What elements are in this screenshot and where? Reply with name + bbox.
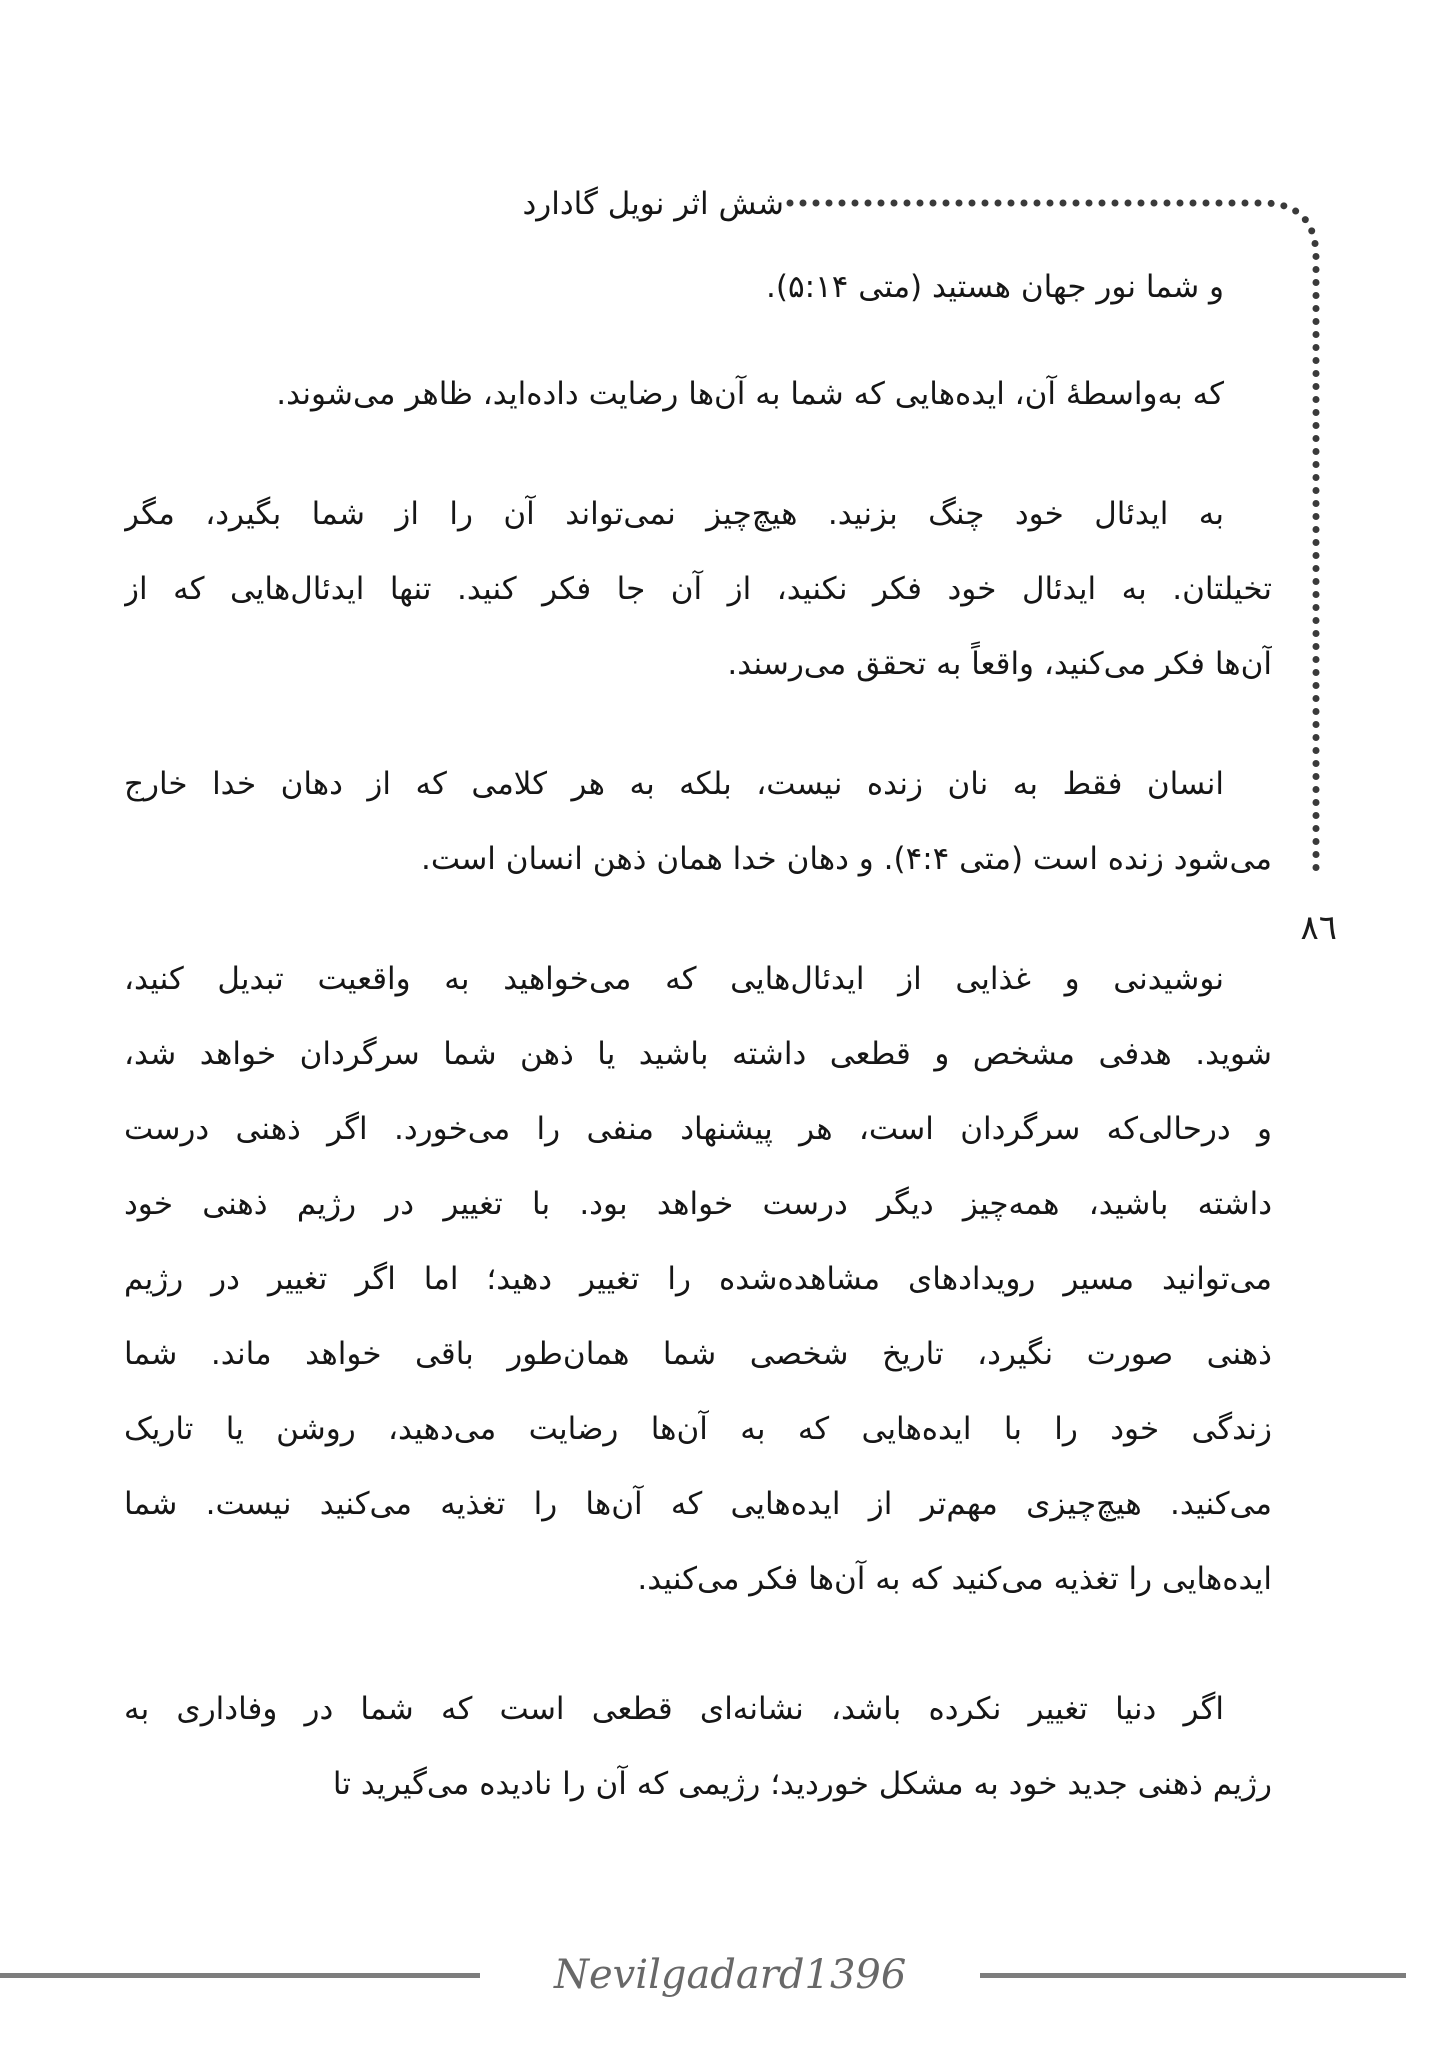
footer-rule-right [980,1973,1406,1978]
page-footer [0,1952,1442,1998]
page-body [124,250,1272,1867]
text-line: شوید. هدفی مشخص و قطعی داشته باشید یا ذهن شما سرگردان خواهد شد، [124,1036,1272,1072]
text-line: رژیم ذهنی جدید خود به مشکل خوردید؛ رژیمی که آن را نادیده می‌گیرید تا [332,1766,1272,1802]
text-line: می‌کنید. هیچ‌چیزی مهم‌تر از ایده‌هایی که آن‌ها را تغذیه می‌کنید نیست. شما [124,1486,1272,1522]
text-line: ایده‌هایی را تغذیه می‌کنید که به آن‌ها فکر می‌کنید. [637,1561,1272,1597]
text-line: زندگی خود را با ایده‌هایی که به آن‌ها رضایت می‌دهید، روشن یا تاریک [124,1411,1272,1447]
text-line: که به‌واسطهٔ آن، ایده‌هایی که شما به آن‌ها رضایت داده‌اید، ظاهر می‌شوند. [276,376,1224,412]
text-line: می‌توانید مسیر رویدادهای مشاهده‌شده را تغییر دهید؛ اما اگر تغییر در رژیم [124,1261,1272,1297]
paragraph-2 [124,357,1272,432]
text-line: ذهنی صورت نگیرد، تاریخ شخصی شما همان‌طور باقی خواهد ماند. شما [124,1336,1272,1372]
text-line: آن‌ها فکر می‌کنید، واقعاً به تحقق می‌رسند. [727,646,1272,682]
text-line: نوشیدنی و غذایی از ایدئال‌هایی که می‌خواهید به واقعیت تبدیل کنید، [124,961,1224,997]
running-head-title: شش اثر نویل گادارد [522,186,784,222]
page-number: ٨٦ [1300,908,1337,948]
text-line: و درحالی‌که سرگردان است، هر پیشنهاد منفی را می‌خورد. اگر ذهنی درست [124,1111,1272,1147]
text-line: انسان فقط به نان زنده نیست، بلکه به هر کلامی که از دهان خدا خارج [124,766,1224,802]
text-line: اگر دنیا تغییر نکرده باشد، نشانه‌ای قطعی است که شما در وفاداری به [124,1691,1224,1727]
paragraph-6 [124,1672,1272,1822]
text-line: داشته باشید، همه‌چیز دیگر درست خواهد بود. با تغییر در رژیم ذهنی خود [124,1186,1272,1222]
text-line: می‌شود زنده است (متی ۴:۴). و دهان خدا همان ذهن انسان است. [421,841,1272,877]
footer-watermark: Nevilgadard1396 [554,1952,907,1998]
text-line: تخیلتان. به ایدئال خود فکر نکنید، از آن جا فکر کنید. تنها ایدئال‌هایی که از [124,571,1272,607]
footer-rule-left [0,1973,480,1978]
text-line: و شما نور جهان هستید (متی ۵:۱۴). [766,269,1224,305]
paragraph-5 [124,942,1272,1617]
paragraph-3 [124,477,1272,702]
paragraph-4 [124,747,1272,897]
text-line: به ایدئال خود چنگ بزنید. هیچ‌چیز نمی‌تواند آن را از شما بگیرد، مگر [124,496,1224,532]
paragraph-1 [124,250,1272,325]
